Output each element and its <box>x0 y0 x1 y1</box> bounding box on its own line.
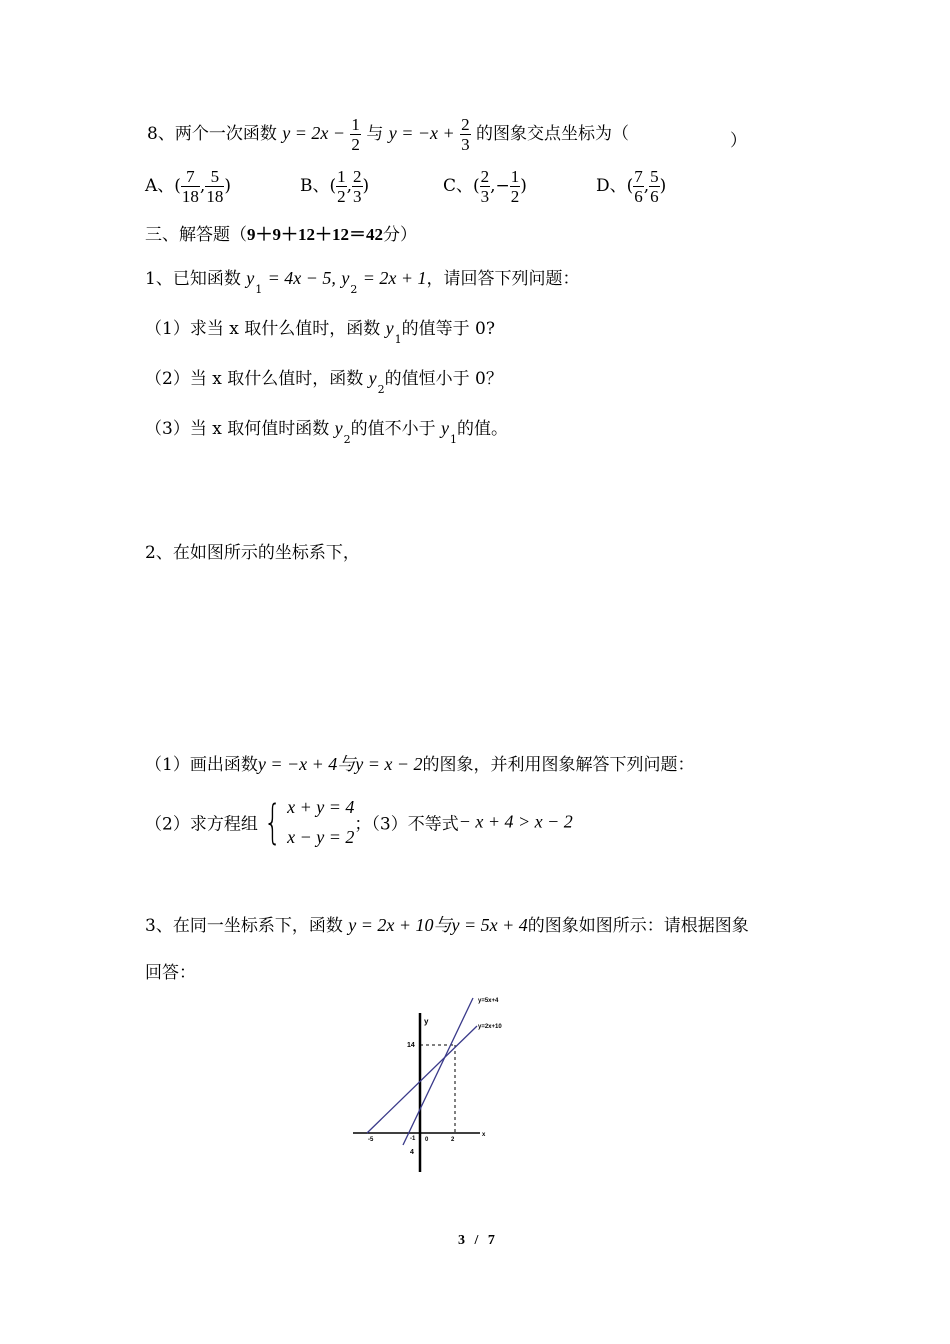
q8-f1-num: 1 <box>351 115 360 134</box>
tick-neg5: -5 <box>368 1137 374 1143</box>
total-pages: 7 <box>487 1233 495 1248</box>
q8-f1: y = 2x − <box>282 123 346 143</box>
num: 5 <box>650 167 659 186</box>
option-frac-1 <box>633 167 644 206</box>
p2-q3-pre: ；（3）不等式 <box>354 814 459 835</box>
heading-score: 9＋9＋12＋12＝42 <box>247 225 383 244</box>
q8-f2: y = −x + <box>388 123 455 143</box>
tick-14: 14 <box>407 1042 415 1049</box>
q8-option-a <box>145 167 231 206</box>
section-heading <box>145 220 417 245</box>
close: ) <box>520 176 527 196</box>
p1-q2-pre: （2）当 x 取什么值时，函数 <box>145 369 364 389</box>
p1-sub1: 1 <box>255 283 263 296</box>
tick-neg1: -1 <box>410 1136 416 1142</box>
option-label: B、( <box>300 176 337 196</box>
num: 1 <box>510 167 520 186</box>
q8-f1-fraction <box>350 115 361 154</box>
q8-f2-den: 3 <box>461 135 470 154</box>
p1-prefix: 1、已知函数 <box>145 269 241 289</box>
p2-q2 <box>145 792 573 852</box>
function-graph <box>345 990 520 1175</box>
p3-pre: 3、在同一坐标系下，函数 <box>145 916 343 936</box>
tick-2: 2 <box>451 1137 455 1143</box>
p1-y1: y <box>246 268 255 288</box>
option-label: A、( <box>145 176 181 196</box>
y-axis-label: y <box>424 1017 429 1026</box>
p1-q3 <box>145 414 509 446</box>
den: 6 <box>634 187 643 206</box>
q8-prefix: 8、两个一次函数 <box>147 124 277 144</box>
q8-option-c <box>443 167 527 206</box>
num: 2 <box>353 167 362 186</box>
q8-suffix: 的图象交点坐标为（ <box>475 124 629 144</box>
label-line-a: y=5x+4 <box>478 998 499 1004</box>
p1-q1-post: 的值等于 0? <box>401 319 495 339</box>
p1-q3-sub2: 1 <box>450 433 458 446</box>
q8-f1-den: 2 <box>351 135 360 154</box>
den: 3 <box>480 187 490 206</box>
p1-q2-y: y <box>368 368 377 388</box>
q8-f2-num: 2 <box>461 115 470 134</box>
den: 3 <box>353 187 362 206</box>
p2-q2-pre: （2）求方程组 <box>145 814 258 835</box>
equation-1: x + y = 4 <box>287 797 355 817</box>
den: 18 <box>206 187 224 206</box>
p1-statement <box>145 264 580 296</box>
p1-q3-mid: 的值不小于 <box>350 419 436 439</box>
option-frac-2 <box>352 167 363 206</box>
x-axis-label: x <box>482 1132 486 1138</box>
p1-y2: y <box>341 268 350 288</box>
tick-4: 4 <box>410 1149 414 1156</box>
page-number <box>458 1233 495 1249</box>
option-frac-2 <box>649 167 660 206</box>
p1-suffix: ，请回答下列问题： <box>426 269 580 289</box>
den: 2 <box>510 187 520 206</box>
p1-q2-sub: 2 <box>377 383 385 396</box>
p1-q3-post: 的值。 <box>457 419 509 439</box>
sep: ,− <box>490 176 510 196</box>
p2-q1-math: y = −x + 4与y = x − 2 <box>257 754 423 774</box>
q8-and: 与 <box>366 124 384 144</box>
p2-q3-math: − x + 4 > x − 2 <box>458 811 573 832</box>
line-y-2x-10 <box>367 1026 477 1133</box>
den: 2 <box>337 187 346 206</box>
p1-q3-sub: 2 <box>343 433 351 446</box>
p1-q3-pre: （3）当 x 取何值时函数 <box>145 419 330 439</box>
heading-suffix: 分） <box>383 225 417 245</box>
current-page: 3 <box>458 1233 465 1248</box>
num: 1 <box>337 167 346 186</box>
num: 7 <box>181 167 200 187</box>
p1-sub2: 2 <box>350 283 358 296</box>
heading-prefix: 三、解答题（ <box>145 225 247 245</box>
close: ) <box>224 176 231 196</box>
p3-post: 的图象如图所示：请根据图象 <box>527 916 749 936</box>
sep: , <box>346 176 353 196</box>
option-label: D、( <box>596 176 634 196</box>
p1-q3-y2: y <box>441 418 450 438</box>
tick-0: 0 <box>425 1137 429 1143</box>
den: 18 <box>181 187 199 206</box>
q8-question <box>147 115 629 154</box>
equation-2: x − y = 2 <box>287 827 355 847</box>
page-separator: / <box>474 1233 479 1248</box>
close: ) <box>362 176 370 196</box>
option-frac-1 <box>181 167 200 206</box>
close: ) <box>659 176 667 196</box>
system-brace: { <box>263 795 282 849</box>
option-frac-2 <box>205 167 224 206</box>
q8-option-b <box>300 167 369 206</box>
q8-close-paren: ） <box>730 131 747 151</box>
p2-intro: 2、在如图所示的坐标系下， <box>145 543 360 563</box>
label-line-b: y=2x+10 <box>478 1024 502 1030</box>
option-frac-1 <box>480 167 491 206</box>
p1-eq1: = 4x − 5, <box>267 268 336 288</box>
p2-q1-post: 的图象，并利用图象解答下列问题： <box>422 755 695 775</box>
p3-line2: 回答： <box>145 963 196 983</box>
p1-q1 <box>145 314 495 346</box>
p2-q1 <box>145 750 695 776</box>
p1-q3-y: y <box>334 418 343 438</box>
option-frac-1 <box>336 167 347 206</box>
p1-eq2: = 2x + 1 <box>362 268 427 288</box>
line-y-5x-4 <box>403 998 473 1145</box>
p1-q2 <box>145 364 503 396</box>
num: 5 <box>205 167 224 187</box>
num: 7 <box>634 167 643 186</box>
q8-f2-fraction <box>460 115 471 154</box>
option-label: C、( <box>443 176 480 196</box>
p1-q1-y: y <box>385 318 394 338</box>
p1-q1-sub: 1 <box>394 333 402 346</box>
p1-q1-pre: （1）求当 x 取什么值时，函数 <box>145 319 381 339</box>
q8-option-d <box>596 167 666 206</box>
p3-math: y = 2x + 10与y = 5x + 4 <box>348 915 528 935</box>
p1-q2-post: 的值恒小于 0？ <box>384 369 503 389</box>
equation-system <box>287 792 354 852</box>
num: 2 <box>480 167 490 186</box>
sep: , <box>643 176 650 196</box>
sep: , <box>199 176 206 196</box>
option-frac-2 <box>510 167 521 206</box>
p3-line1 <box>145 911 749 937</box>
p2-q1-pre: （1）画出函数 <box>145 755 258 775</box>
den: 6 <box>650 187 659 206</box>
